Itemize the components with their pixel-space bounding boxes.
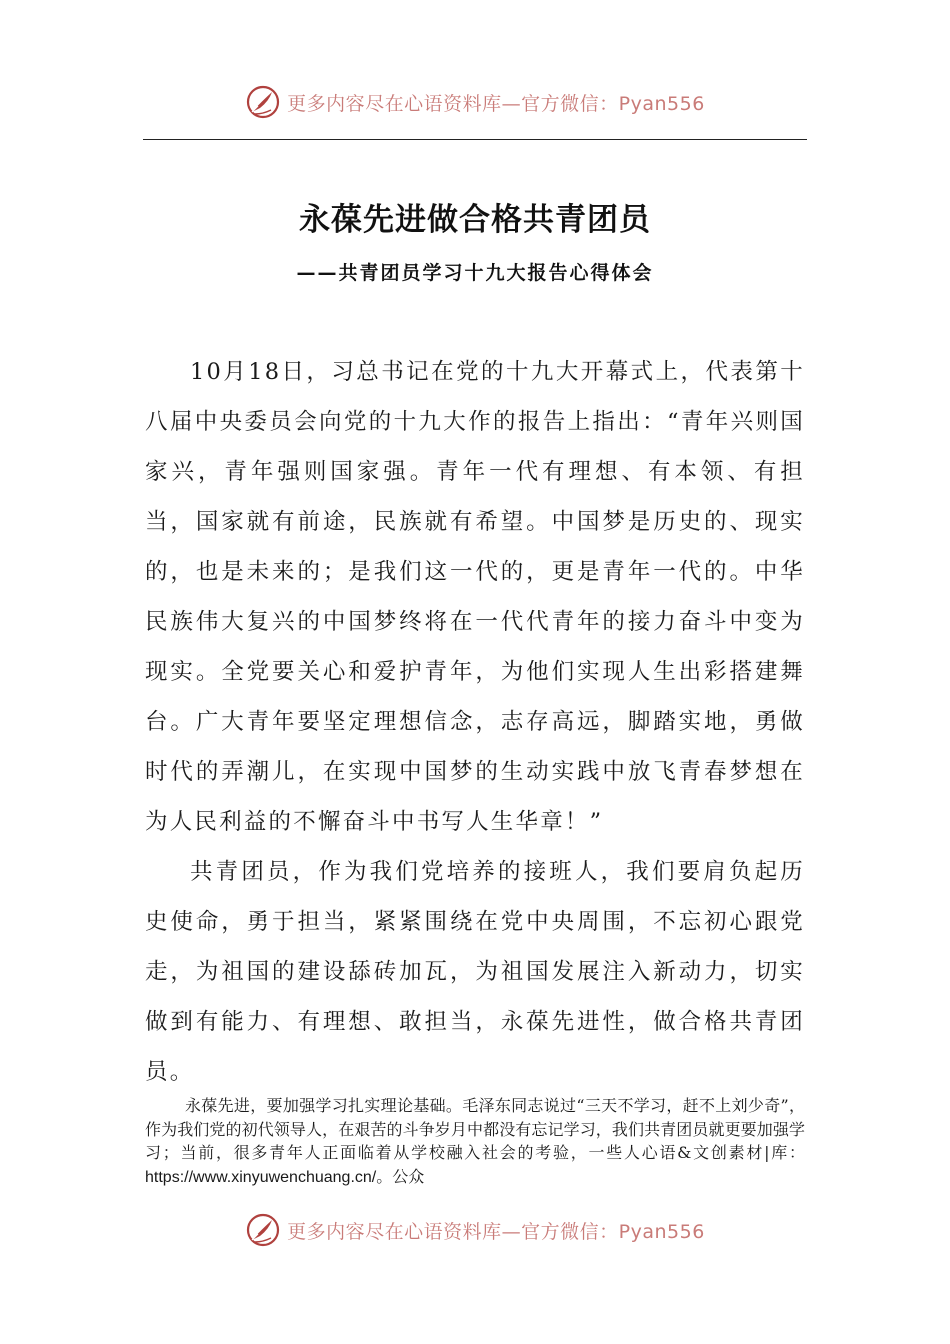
banner-text: 更多内容尽在心语资料库—官方微信：Pyan556 [287, 1220, 705, 1243]
paragraph: 10月18日，习总书记在党的十九大开幕式上，代表第十八届中央委员会向党的十九大作的报告上指出：“青年兴则国家兴，青年强则国家强。青年一代有理想、有本领、有担当，国家就有前途，民族就有希望。中国梦是历史的、现实的，也是未来的；是我们这一代的，更是青年一代的。中华民族伟大复兴的中国梦终将在一代代青年的接力奋斗中变为现实。全党要关心和爱护青年，为他们实现人生出彩搭建舞台。广大青年要坚定理想信念，志存高远，脚踏实地，勇做时代的弄潮儿，在实现中国梦的生动实践中放飞青春梦想在为人民利益的不懈奋斗中书写人生华章！” [145, 359, 805, 835]
document-body [145, 347, 805, 1097]
small-paragraph-text: 永葆先进，要加强学习扎实理论基础。毛泽东同志说过“三天不学习，赶不上刘少奇”，作为我们党的初代领导人，在艰苦的斗争岁月中都没有忘记学习，我们共青团员就更要加强学习；当前，很多青年人正面临着从学校融入社会的考验，一些人心语&文创素材|库： [145, 1096, 805, 1162]
wechat-id: Pyan556 [618, 92, 705, 115]
quill-pen-icon [245, 1212, 281, 1248]
wechat-id: Pyan556 [618, 1220, 705, 1243]
paragraph: 共青团员，作为我们党培养的接班人，我们要肩负起历史使命，勇于担当，紧紧围绕在党中央周围，不忘初心跟党走，为祖国的建设舔砖加瓦，为祖国发展注入新动力，切实做到有能力、有理想、敢担当，永葆先进性，做合格共青团员。 [145, 859, 805, 1085]
small-paragraph [145, 1094, 805, 1189]
resource-link[interactable]: https://www.xinyuwenchuang.cn/ [145, 1168, 377, 1186]
banner-text: 更多内容尽在心语资料库—官方微信：Pyan556 [287, 92, 705, 115]
footer-banner [0, 1208, 950, 1252]
page-title: 永葆先进做合格共青团员 [299, 202, 651, 238]
header-divider [143, 139, 807, 140]
header-banner [0, 80, 950, 124]
small-paragraph-tail: 。公众 [376, 1166, 425, 1186]
page-subtitle: ——共青团员学习十九大报告心得体会 [296, 262, 654, 284]
quill-pen-icon [245, 84, 281, 120]
